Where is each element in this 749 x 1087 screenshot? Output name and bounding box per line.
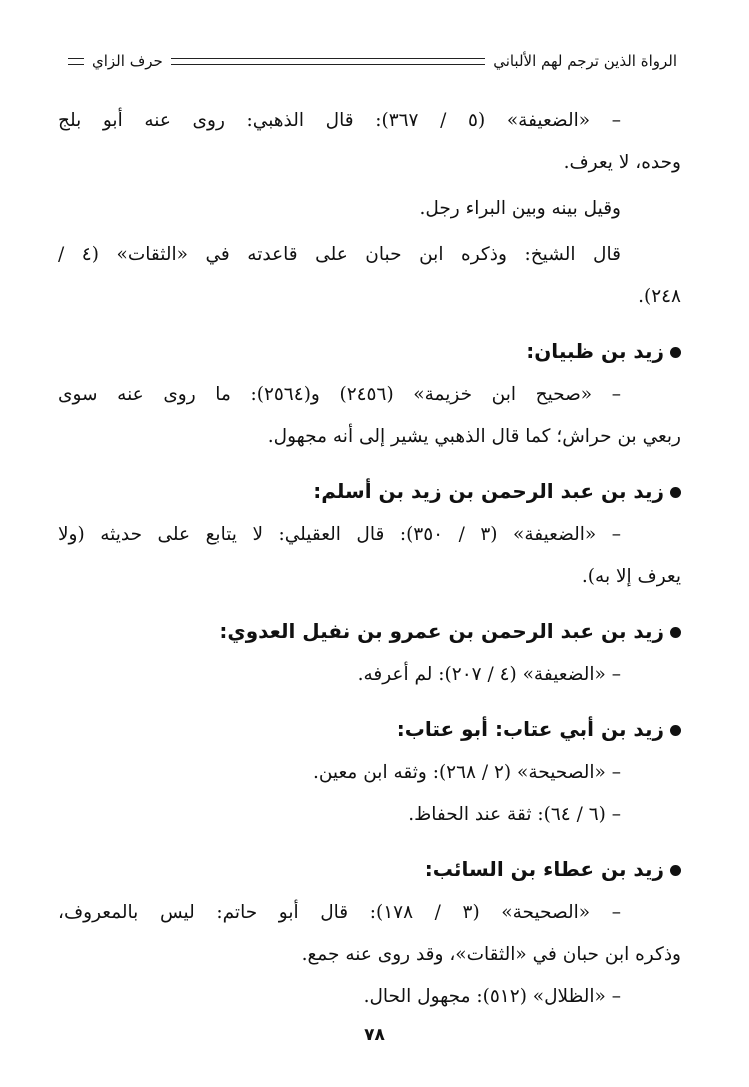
entry-line: – «صحيح ابن خزيمة» (٢٤٥٦) و(٢٥٦٤): ما روى عنه سوى: [58, 384, 621, 405]
entry-line: – «الظلال» (٥١٢): مجهول الحال.: [363, 986, 621, 1007]
entry-line: – «الصحيحة» (٣ / ١٧٨): قال أبو حاتم: ليس بالمعروف،: [58, 902, 621, 923]
narrator-heading: [58, 846, 681, 892]
entry-line: – (٦ / ٦٤): ثقة عند الحفاظ.: [408, 804, 621, 825]
entry-line: ٢٤٨).: [638, 286, 681, 307]
running-header: [60, 46, 677, 76]
book-title: الرواة الذين ترجم لهم الألباني: [493, 52, 677, 70]
bullet-icon: [670, 627, 681, 638]
entry-line: وحده، لا يعرف.: [563, 152, 681, 173]
bullet-icon: [670, 347, 681, 358]
header-rule: [171, 58, 485, 65]
entry-line: قال الشيخ: وذكره ابن حبان على قاعدته في «الثقات» (٤ /: [58, 244, 621, 265]
narrator-name: زيد بن عبد الرحمن بن زيد بن أسلم:: [313, 479, 664, 503]
chapter-title: حرف الزاي: [92, 52, 163, 70]
narrator-name: زيد بن عبد الرحمن بن عمرو بن نفيل العدوي:: [219, 619, 664, 643]
narrator-heading: [58, 608, 681, 654]
narrator-heading: [58, 328, 681, 374]
narrator-name: زيد بن عطاء بن السائب:: [424, 857, 664, 881]
narrator-heading: [58, 468, 681, 514]
narrator-name: زيد بن ظبيان:: [526, 339, 664, 363]
narrator-name: زيد بن أبي عتاب: أبو عتاب:: [396, 717, 664, 741]
entry-line: يعرف إلا به).: [581, 566, 681, 587]
entry-line: ربعي بن حراش؛ كما قال الذهبي يشير إلى أنه مجهول.: [267, 426, 681, 447]
page-number: ٧٨: [364, 1025, 385, 1045]
header-rule-end: [68, 58, 84, 65]
bullet-icon: [670, 865, 681, 876]
entry-line: وذكره ابن حبان في «الثقات»، وقد روى عنه جمع.: [301, 944, 681, 965]
entry-line: – «الصحيحة» (٢ / ٢٦٨): وثقه ابن معين.: [312, 762, 621, 783]
entry-line: – «الضعيفة» (٥ / ٣٦٧): قال الذهبي: روى عنه أبو بلج: [58, 110, 621, 131]
entry-line: – «الضعيفة» (٣ / ٣٥٠): قال العقيلي: لا يتابع على حديثه (ولا: [58, 524, 621, 545]
narrator-heading: [58, 706, 681, 752]
page-body: [58, 100, 681, 1018]
entry-line: وقيل بينه وبين البراء رجل.: [419, 198, 621, 219]
bullet-icon: [670, 725, 681, 736]
bullet-icon: [670, 487, 681, 498]
entry-line: – «الضعيفة» (٤ / ٢٠٧): لم أعرفه.: [357, 664, 621, 685]
